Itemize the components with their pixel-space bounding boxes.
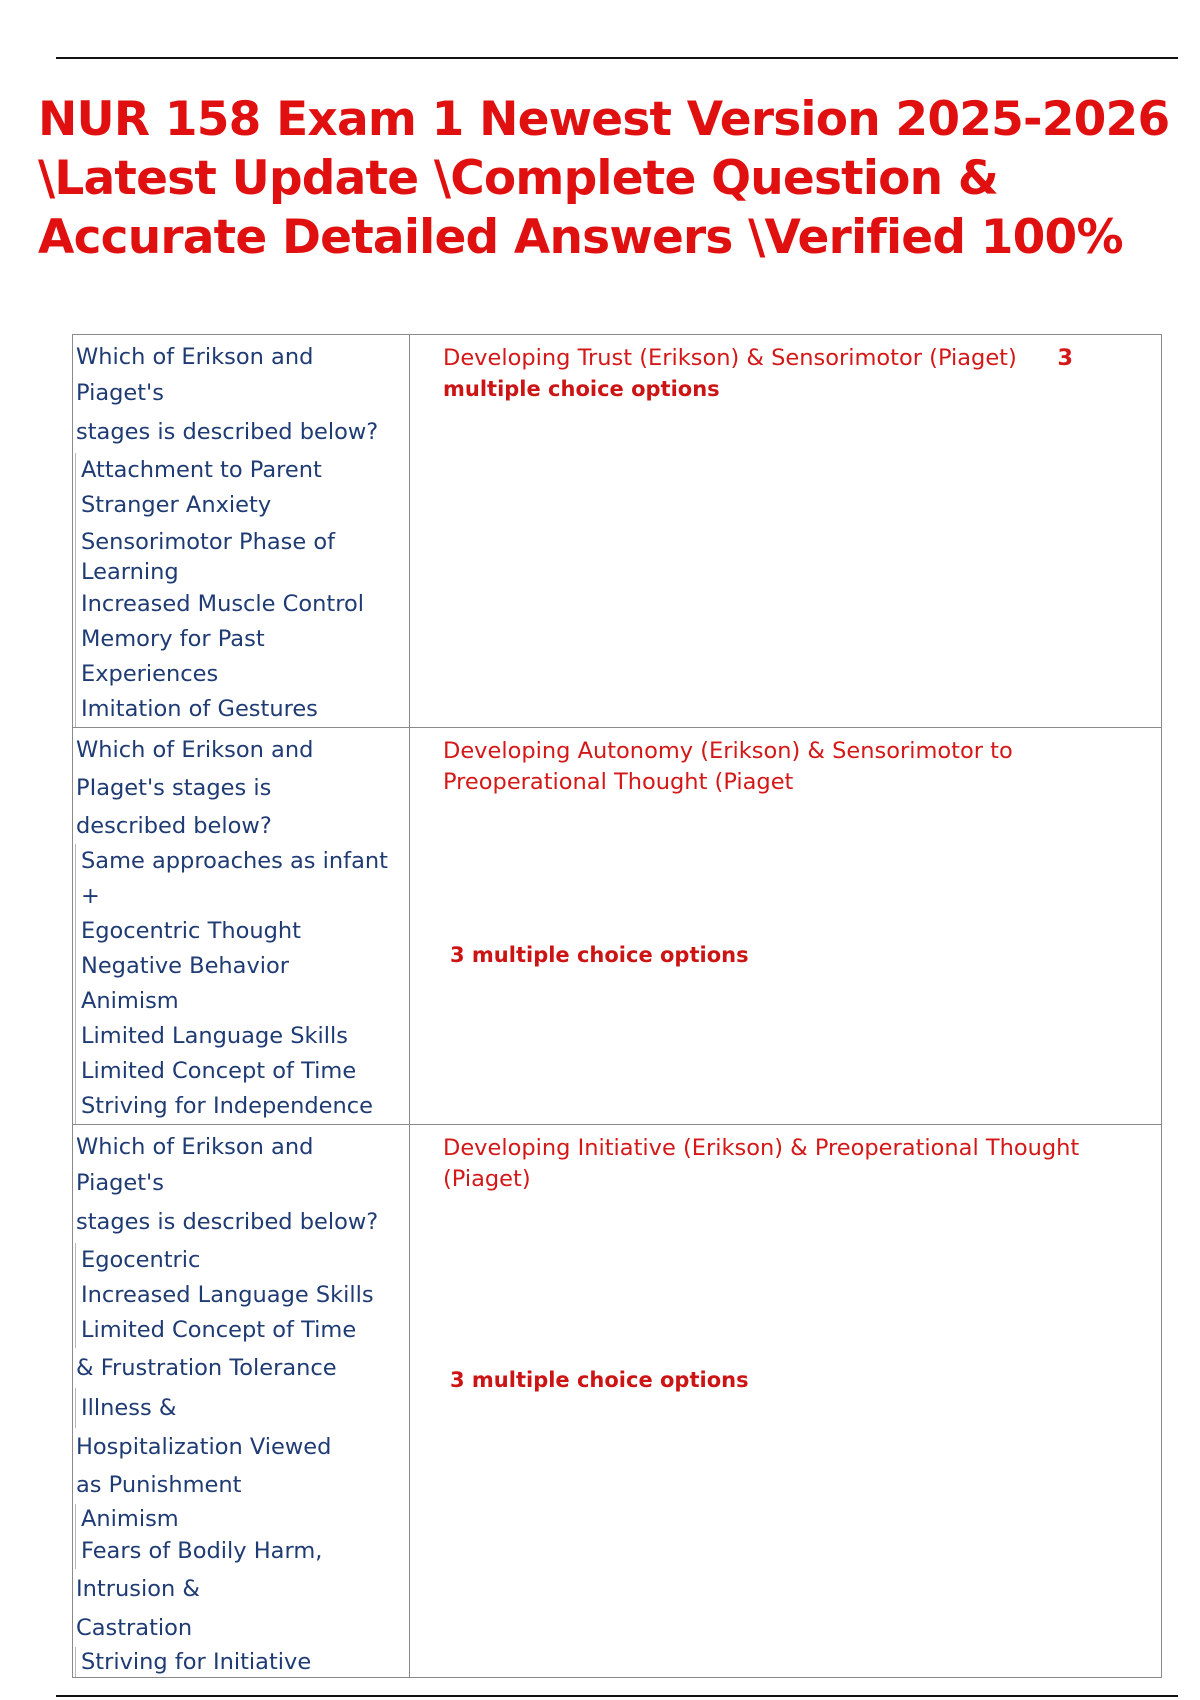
list-item: Illness & <box>75 1388 405 1428</box>
list-item: Animism <box>75 1504 405 1534</box>
answer-count: 3 <box>1057 345 1073 371</box>
table-row <box>73 728 1162 1125</box>
question-line: & Frustration Tolerance <box>76 1355 337 1381</box>
question-line: Which of Erikson and <box>76 737 314 763</box>
table-row <box>73 335 1162 728</box>
list-item: Increased Language Skills <box>75 1278 405 1313</box>
question-cell <box>73 335 410 728</box>
answer-cell <box>410 1125 1162 1678</box>
top-rule <box>56 57 1178 59</box>
bottom-rule <box>56 1695 1178 1697</box>
list-item: Memory for Past Experiences <box>75 622 405 692</box>
table-row <box>73 1125 1162 1678</box>
question-line: stages is described below? <box>76 419 379 445</box>
list-item: Limited Concept of Time <box>75 1054 405 1089</box>
list-item: Attachment to Parent <box>75 453 405 488</box>
answer-text: Developing Trust (Erikson) & Sensorimotor (Piaget) <box>443 345 1017 371</box>
qa-table <box>72 334 1162 1678</box>
answer-text: Developing Autonomy (Erikson) & Sensorimotor to Preoperational Thought (Piaget <box>443 738 1013 795</box>
list-item: Limited Concept of Time <box>75 1313 405 1348</box>
question-line: described below? <box>76 813 272 839</box>
list-item: Increased Muscle Control <box>75 587 405 622</box>
question-line: Hospitalization Viewed <box>76 1434 332 1460</box>
list-item: Fears of Bodily Harm, <box>75 1534 405 1569</box>
list-item: Limited Language Skills <box>75 1019 405 1054</box>
answer-note: multiple choice options <box>443 377 720 401</box>
list-item: Stranger Anxiety <box>75 488 405 523</box>
question-cell <box>73 728 410 1125</box>
question-line: Which of Erikson and Piaget's <box>76 1134 314 1196</box>
answer-note: 3 multiple choice options <box>450 943 749 967</box>
question-line: stages is described below? <box>76 1209 379 1235</box>
list-item: Striving for Independence <box>75 1089 405 1124</box>
list-item: Imitation of Gestures <box>75 692 405 727</box>
list-item: Egocentric <box>75 1243 405 1278</box>
question-line: as Punishment <box>76 1472 242 1498</box>
list-item: Egocentric Thought <box>75 914 405 949</box>
answer-cell <box>410 335 1162 728</box>
question-cell <box>73 1125 410 1678</box>
question-line: Castration <box>76 1615 193 1641</box>
list-item: Striving for Initiative <box>75 1647 405 1677</box>
answer-text: Developing Initiative (Erikson) & Preoperational Thought (Piaget) <box>443 1135 1080 1192</box>
document-title: NUR 158 Exam 1 Newest Version 2025-2026 \Latest Update \Complete Question & Accurate Detailed Answers \Verified 100% <box>38 92 1170 265</box>
answer-cell <box>410 728 1162 1125</box>
answer-note: 3 multiple choice options <box>450 1368 749 1392</box>
question-line: Which of Erikson and Piaget's <box>76 344 314 406</box>
list-item: Sensorimotor Phase of Learning <box>75 523 405 587</box>
list-item: Animism <box>75 984 405 1019</box>
list-item: Negative Behavior <box>75 949 405 984</box>
question-line: PIaget's stages is <box>76 775 272 801</box>
question-line: Intrusion & <box>76 1576 200 1602</box>
list-item: Same approaches as infant + <box>75 844 405 914</box>
